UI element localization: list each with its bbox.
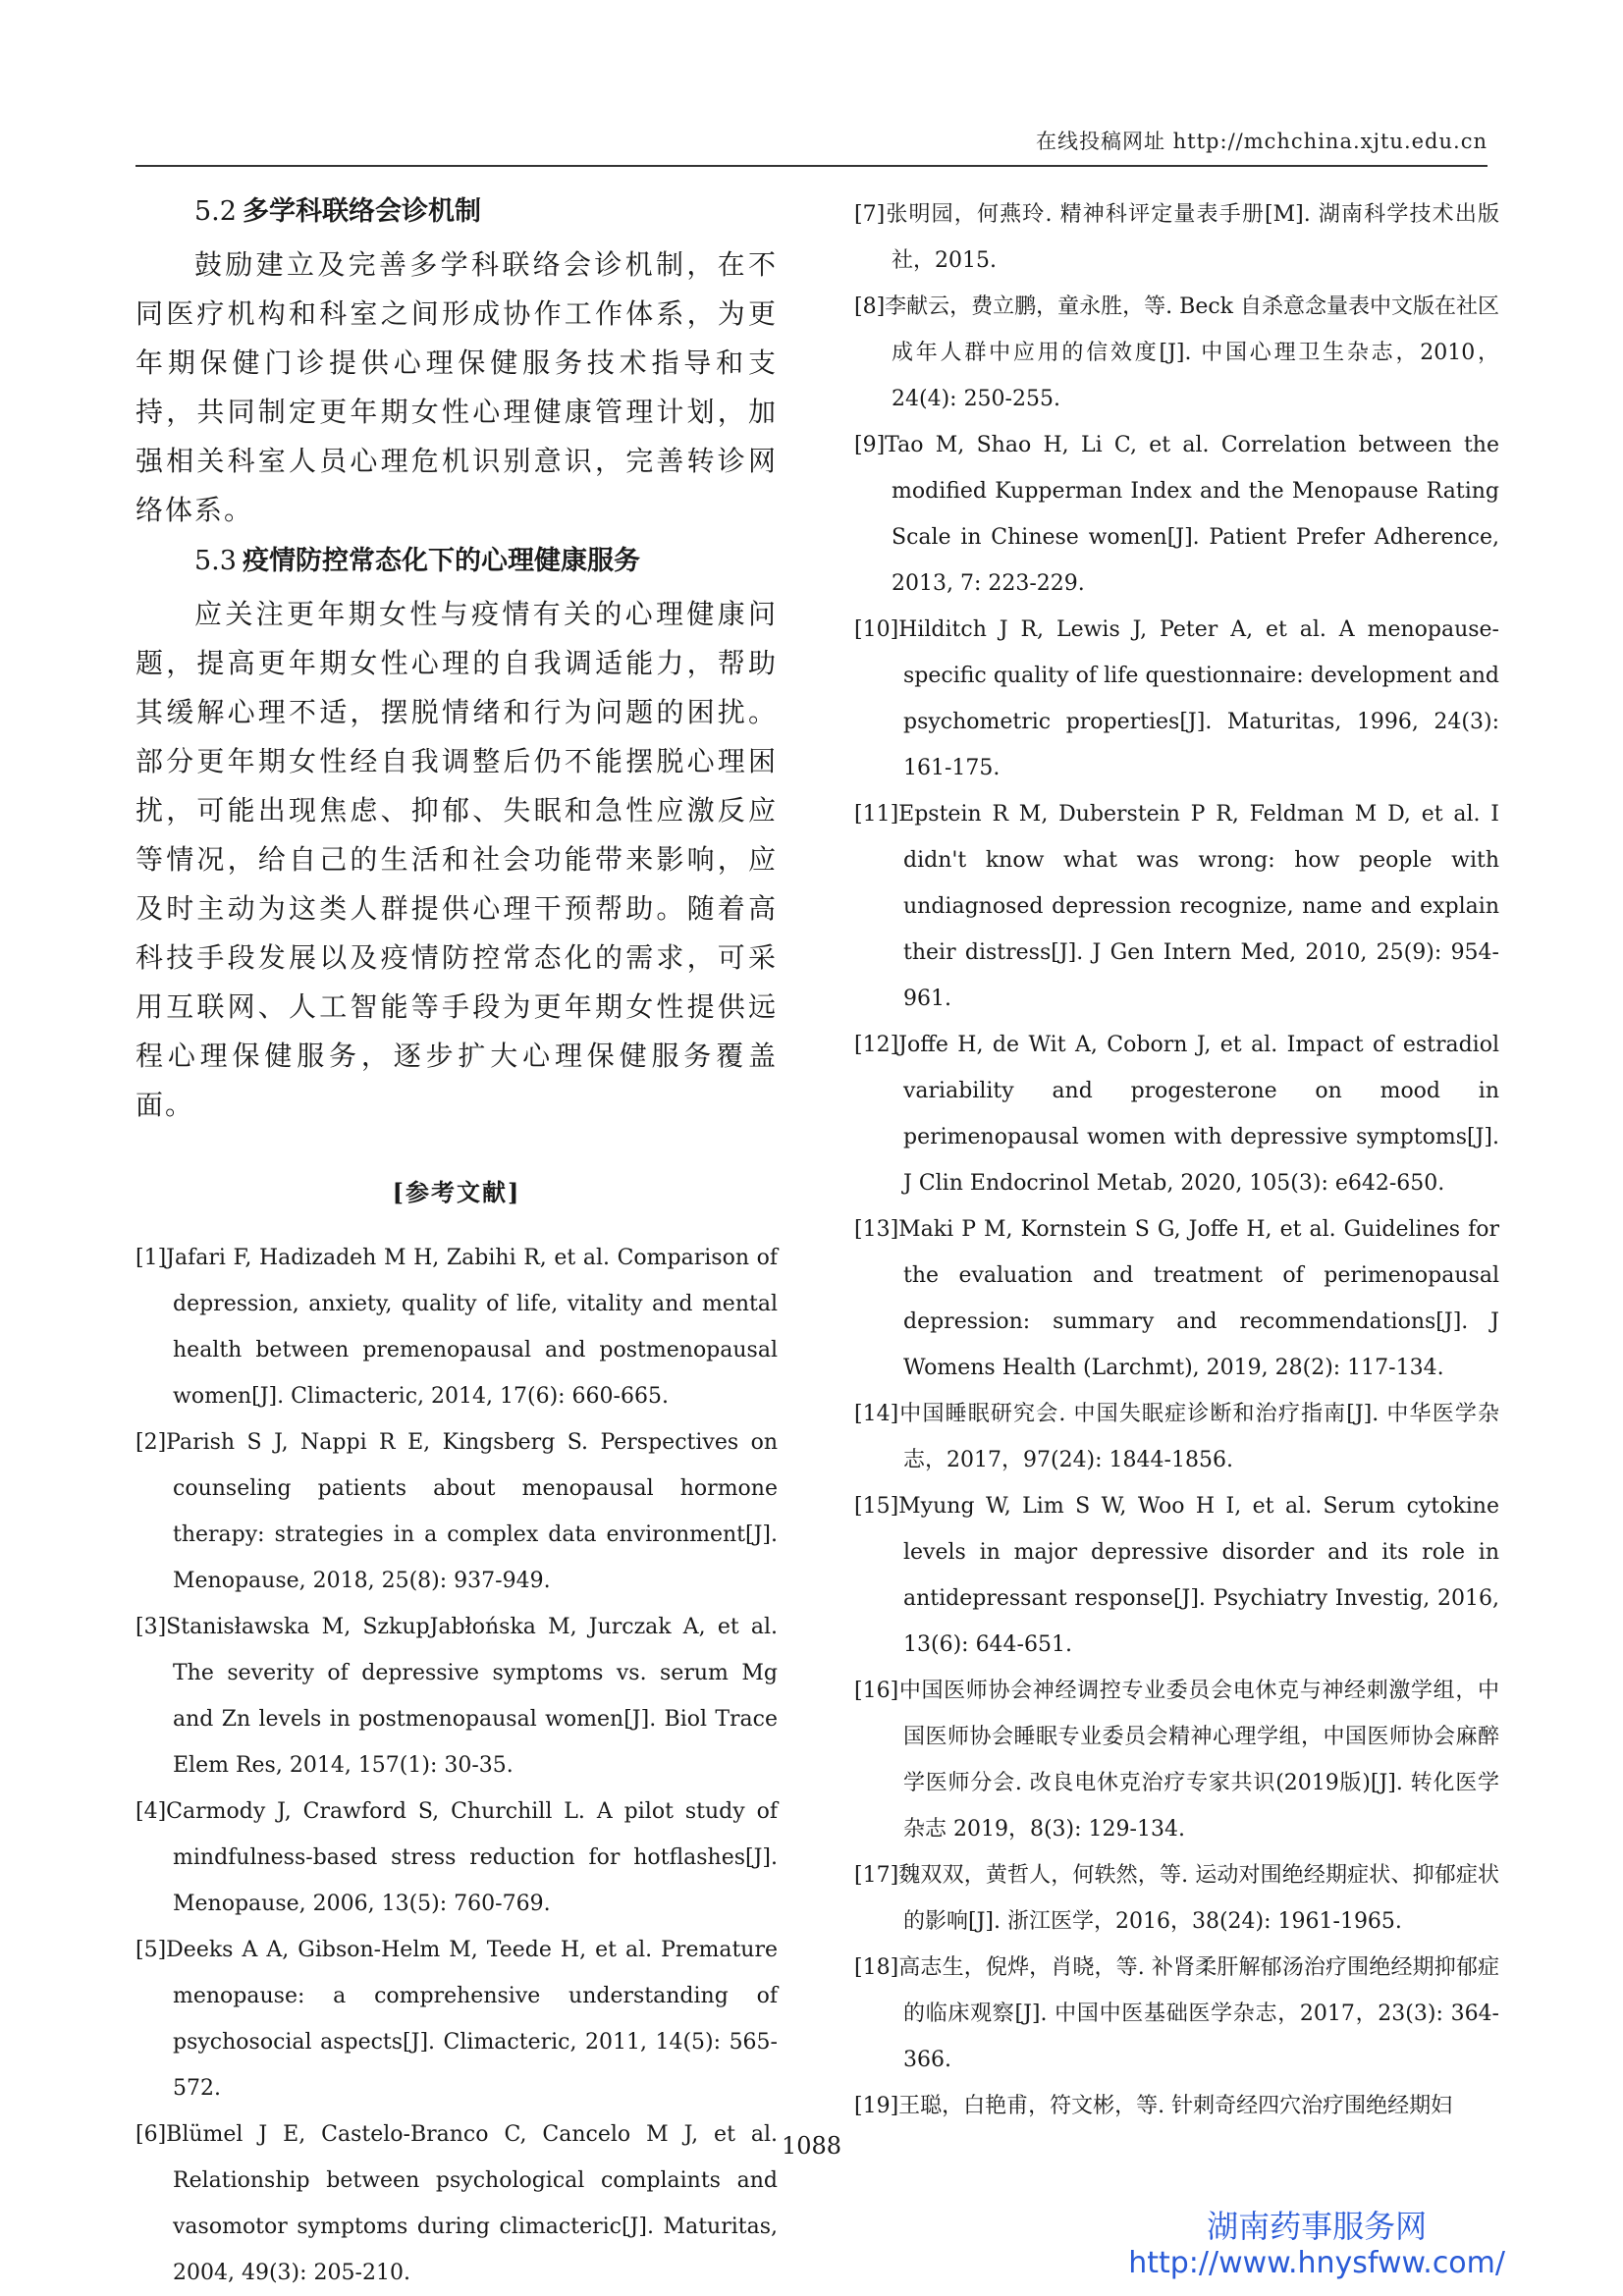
reference-item: [8]李献云，费立鹏，童永胜，等. Beck 自杀意念量表中文版在社区成年人群中应用的信效度[J]. 中国心理卫生杂志，2010，24(4): 250-255. bbox=[854, 294, 1499, 411]
right-column bbox=[854, 191, 1499, 2129]
section-title: 疫情防控常态化下的心理健康服务 bbox=[242, 546, 640, 576]
reference-list-right bbox=[854, 191, 1499, 2129]
reference-item: [3]Stanisławska M, SzkupJabłońska M, Jurczak A, et al. The severity of depressive symptoms vs. serum Mg and Zn levels in postmenopausal women[J]. Biol Trace Elem Res, 2014, 157(1): 30-35. bbox=[135, 1615, 778, 1778]
section-body-5-2: 鼓励建立及完善多学科联络会诊机制，在不同医疗机构和科室之间形成协作工作体系，为更年期保健门诊提供心理保健服务技术指导和支持，共同制定更年期女性心理健康管理计划，加强相关科室人员心理危机识别意识，完善转诊网络体系。 bbox=[135, 248, 778, 526]
section-title: 多学科联络会诊机制 bbox=[242, 196, 481, 227]
reference-item: [10]Hilditch J R, Lewis J, Peter A, et al. A menopause-specific quality of life questionnaire: development and psychometric properties[J]. Maturitas, 1996, 24(3): 161-175. bbox=[854, 617, 1499, 780]
reference-item: [17]魏双双，黄哲人，何轶然，等. 运动对围绝经期症状、抑郁症状的影响[J]. 浙江医学，2016，38(24): 1961-1965. bbox=[854, 1863, 1499, 1934]
reference-item: [14]中国睡眠研究会. 中国失眠症诊断和治疗指南[J]. 中华医学杂志，2017，97(24): 1844-1856. bbox=[854, 1402, 1499, 1472]
reference-item: [4]Carmody J, Crawford S, Churchill L. A pilot study of mindfulness-based stress reduction for hotflashes[J]. Menopause, 2006, 13(5): 760-769. bbox=[135, 1799, 778, 1916]
reference-item: [2]Parish S J, Nappi R E, Kingsberg S. Perspectives on counseling patients about menopausal hormone therapy: strategies in a complex data environment[J]. Menopause, 2018, 25(8): 937-949. bbox=[135, 1430, 778, 1593]
reference-item: [5]Deeks A A, Gibson-Helm M, Teede H, et al. Premature menopause: a comprehensive understanding of psychosocial aspects[J]. Climacteric, 2011, 14(5): 565-572. bbox=[135, 1938, 778, 2101]
reference-item: [11]Epstein R M, Duberstein P R, Feldman M D, et al. I didn't know what was wrong: how people with undiagnosed depression recognize, name and explain their distress[J]. J Gen Intern Med, 2010, 25(9): 954-961. bbox=[854, 802, 1499, 1011]
reference-item: [19]王聪，白艳甫，符文彬，等. 针刺奇经四穴治疗围绝经期妇 bbox=[854, 2094, 1453, 2118]
section-heading-5-2 bbox=[135, 191, 778, 233]
header-rule bbox=[135, 165, 1488, 167]
reference-item: [15]Myung W, Lim S W, Woo H I, et al. Serum cytokine levels in major depressive disorder and its role in antidepressant response[J]. Psychiatry Investig, 2016, 13(6): 644-651. bbox=[854, 1494, 1499, 1657]
reference-item: [6]Blümel J E, Castelo-Branco C, Cancelo M J, et al. Relationship between psychological complaints and vasomotor symptoms during climacteric[J]. Maturitas, 2004, 49(3): 205-210. bbox=[135, 2122, 778, 2285]
page-number: 1088 bbox=[781, 2132, 842, 2160]
reference-item: [18]高志生，倪烨，肖晓，等. 补肾柔肝解郁汤治疗围绝经期抑郁症的临床观察[J]. 中国中医基础医学杂志，2017，23(3): 364-366. bbox=[854, 1955, 1499, 2072]
watermark-url-link[interactable]: http://www.hnysfww.com/ bbox=[1128, 2246, 1505, 2280]
reference-item: [13]Maki P M, Kornstein S G, Joffe H, et al. Guidelines for the evaluation and treatment of perimenopausal depression: summary and recommendations[J]. J Womens Health (Larchmt), 2019, 28(2): 117-134. bbox=[854, 1217, 1499, 1380]
section-number: 5.2 bbox=[194, 196, 237, 227]
section-body-5-3: 应关注更年期女性与疫情有关的心理健康问题，提高更年期女性心理的自我调适能力，帮助其缓解心理不适，摆脱情绪和行为问题的困扰。部分更年期女性经自我调整后仍不能摆脱心理困扰，可能出现焦虑、抑郁、失眠和急性应激反应等情况，给自己的生活和社会功能带来影响，应及时主动为这类人群提供心理干预帮助。随着高科技手段发展以及疫情防控常态化的需求，可采用互联网、人工智能等手段为更年期女性提供远程心理保健服务，逐步扩大心理保健服务覆盖面。 bbox=[135, 598, 778, 1121]
section-heading-5-3 bbox=[135, 541, 778, 582]
reference-item: [7]张明园，何燕玲. 精神科评定量表手册[M]. 湖南科学技术出版社，2015. bbox=[854, 202, 1499, 273]
left-column bbox=[135, 191, 778, 2296]
references-title: [参考文献] bbox=[392, 1178, 521, 1206]
reference-item: [9]Tao M, Shao H, Li C, et al. Correlation between the modified Kupperman Index and the Menopause Rating Scale in Chinese women[J]. Patient Prefer Adherence, 2013, 7: 223-229. bbox=[854, 433, 1499, 596]
section-number: 5.3 bbox=[194, 546, 237, 576]
reference-item: [1]Jafari F, Hadizadeh M H, Zabihi R, et al. Comparison of depression, anxiety, quality of life, vitality and mental health between premenopausal and postmenopausal women[J]. Climacteric, 2014, 17(6): 660-665. bbox=[135, 1246, 778, 1409]
reference-item: [12]Joffe H, de Wit A, Coborn J, et al. Impact of estradiol variability and progesterone on mood in perimenopausal women with depressive symptoms[J]. J Clin Endocrinol Metab, 2020, 105(3): e642-650. bbox=[854, 1033, 1499, 1196]
reference-item: [16]中国医师协会神经调控专业委员会电休克与神经刺激学组，中国医师协会睡眠专业委员会精神心理学组，中国医师协会麻醉学医师分会. 改良电休克治疗专家共识(2019版)[J]. 转化医学杂志 2019，8(3): 129-134. bbox=[854, 1679, 1499, 1842]
journal-url-header: 在线投稿网址 http://mchchina.xjtu.edu.cn bbox=[1035, 130, 1488, 153]
watermark-site-name: 湖南药事服务网 bbox=[1207, 2208, 1428, 2245]
site-watermark[interactable] bbox=[1128, 2207, 1505, 2281]
